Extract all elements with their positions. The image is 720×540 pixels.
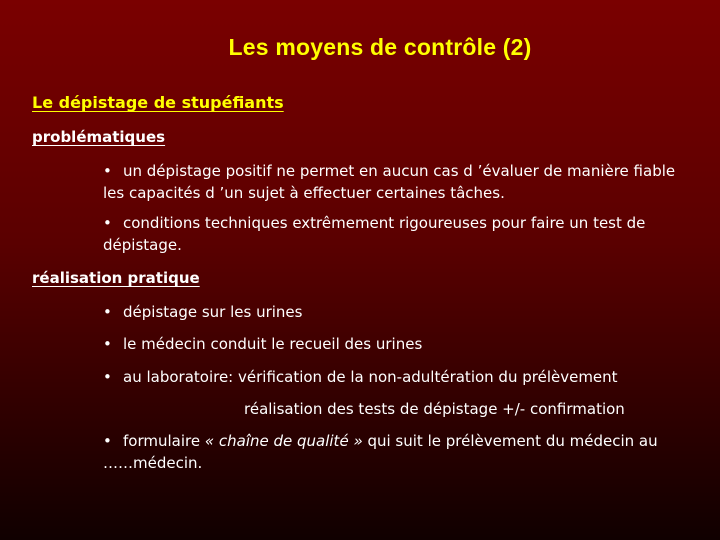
bullet-icon: • — [103, 335, 112, 353]
bullet-icon: • — [103, 162, 112, 180]
bullet-text: un dépistage positif ne permet en aucun cas d ’évaluer de manière fiable les capacités d ’un sujet à effectuer certaines tâches. — [103, 162, 676, 202]
bullet-item — [103, 366, 683, 388]
bullet-icon: • — [103, 303, 112, 321]
bullet-text: dépistage sur les urines — [123, 303, 303, 321]
bullet-continuation: réalisation des tests de dépistage +/- confirmation — [244, 400, 625, 418]
bullet-text: le médecin conduit le recueil des urines — [123, 335, 423, 353]
bullet-icon: • — [103, 368, 112, 386]
bullet-text: au laboratoire: vérification de la non-adultération du prélèvement — [123, 368, 618, 386]
bullet-text-italic: « chaîne de qualité » — [204, 432, 363, 450]
bullet-item — [103, 301, 683, 323]
bullet-text-after: qui suit le prélèvement du médecin au ……médecin. — [103, 432, 658, 472]
bullet-icon: • — [103, 432, 112, 450]
bullet-text-before: formulaire — [123, 432, 205, 450]
section-heading-realisation: réalisation pratique — [32, 269, 200, 287]
slide-subtitle: Le dépistage de stupéfiants — [32, 93, 284, 112]
bullet-item — [103, 333, 683, 355]
bullet-text: conditions techniques extrêmement rigoureuses pour faire un test de dépistage. — [103, 214, 646, 254]
slide-title: Les moyens de contrôle (2) — [228, 34, 532, 60]
bullet-item — [103, 212, 683, 256]
bullet-item — [103, 430, 683, 474]
section-heading-problematiques: problématiques — [32, 128, 166, 146]
bullet-icon: • — [103, 214, 112, 232]
bullet-item — [103, 160, 683, 204]
